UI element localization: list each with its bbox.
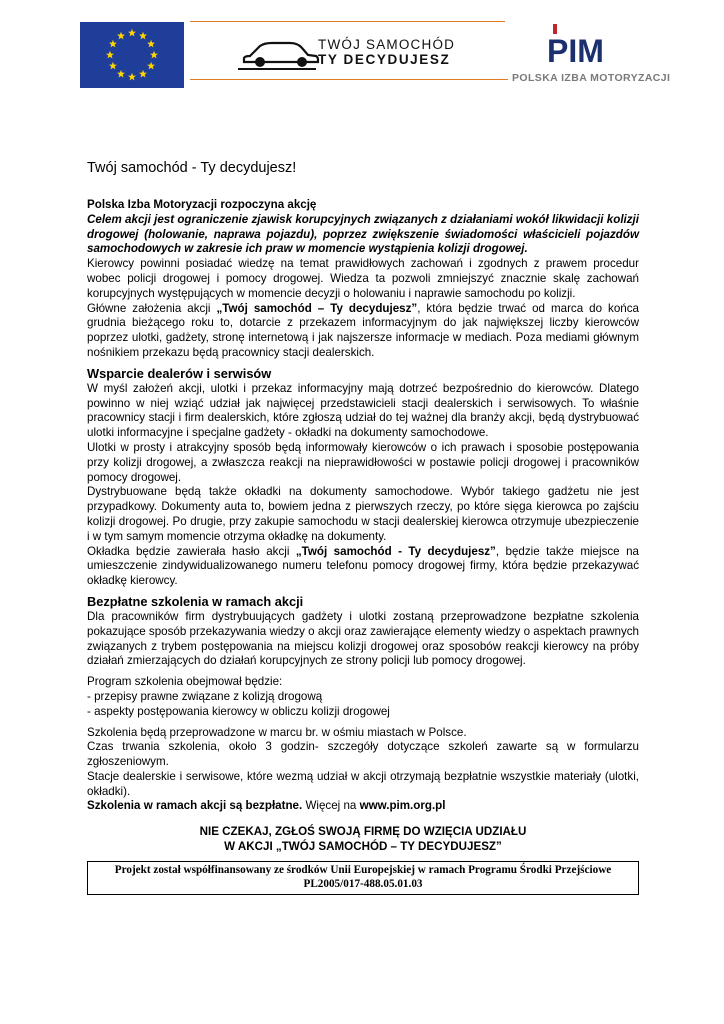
intro-paragraph-1: Kierowcy powinni posiadać wiedzę na temat prawidłowych zachowań i zgodnych z prawem procedur wobec policji drogowej i pomocy drogowej. Wiedza ta pozwoli zmniejszyć znacznie skalę zachowań korupcyjnych występujących w momencie decyzji o holowaniu i naprawie samochodu po kolizji. [87,257,639,300]
campaign-name: „Twój samochód - Ty decydujesz” [295,544,496,558]
eu-star-icon [106,51,114,59]
dealers-paragraph-4 [87,545,639,589]
eu-star-icon [147,40,155,48]
funding-line-2: PL2005/017-488.05.01.03 [303,877,423,890]
program-intro: Program szkolenia obejmował będzie: [87,675,283,689]
eu-star-icon [139,32,147,40]
dealers-paragraph-1: W myśl założeń akcji, ulotki i przekaz informacyjny mają dotrzeć bezpośrednio do kierowców. Dlatego powinno w niej wziąć udział jak najwięcej przedstawicieli stacji dealerskich i serwisowych. To właśnie pracownicy stacji i firm dealerskich, które zgłoszą udział do tej ważnej dla branży akcji, będą dystrybuować ulotki informacyjne i specjalne gadżety - okładki na dokumenty samochodowe. [87,381,639,440]
training-paragraph-3: Czas trwania szkolenia, około 3 godzin- szczegóły dotyczące szkoleń zawarte są w formularzu zgłoszeniowym. [87,740,639,769]
training-paragraph-1: Dla pracowników firm dystrybuujących gadżety i ulotki zostaną przeprowadzone bezpłatne szkolenia pokazujące sposób przekazywania wiedzy o akcji oraz zawierające elementy wiedzy o aspektach prawnych związanych z trybem postępowania na miejscu kolizji drogowej oraz sposobów reakcji kierowcy na próby działań zmierzających do działań korupcyjnych ze strony policji lub pomocy drogowej. [87,609,639,668]
eu-flag-logo [80,22,184,88]
eu-star-icon [109,40,117,48]
pim-subtitle: POLSKA IZBA MOTORYZACJI [512,72,671,84]
eu-star-icon [128,73,136,81]
page-title: Twój samochód - Ty decydujesz! [87,160,297,176]
eu-star-icon [147,62,155,70]
funding-footer [87,861,639,895]
cta-line-2: W AKCJI „TWÓJ SAMOCHÓD – TY DECYDUJESZ” [224,839,502,853]
eu-star-icon [117,32,125,40]
program-item: - aspekty postępowania kierowcy w obliczu kolizji drogowej [87,704,390,718]
header-divider-top [190,21,505,22]
eu-star-icon [139,70,147,78]
text-span: Okładka będzie zawierała hasło akcji [87,544,296,558]
eu-star-icon [150,51,158,59]
text-span: , która będzie trwać od marca do końca grudnia bieżącego roku to, dotarcie z przekazem informacyjnym do jak największej liczby kierowców poprzez ulotki, gadżety, stronę internetową i jak najszersze informacje w mediach. Poza mediami głównym nośnikiem przekazu będą pracownicy stacji dealerskich. [87,301,639,359]
intro-goal: Celem akcji jest ograniczenie zjawisk korupcyjnych związanych z działaniami wokół likwidacji kolizji drogowej (holowanie, naprawa pojazdu), poprzez zwiększenie świadomości właścicieli pojazdów samochodowych w zakresie ich praw w momencie wystąpienia kolizji drogowej. [87,212,639,256]
text-span: Główne założenia akcji [87,301,217,315]
dealers-paragraph-3: Dystrybuowane będą także okładki na dokumenty samochodowe. Wybór takiego gadżetu nie jest przypadkowy. Dokumenty auta to, bowiem jedna z pierwszych rzeczy, po które sięga kierowca po zajściu kolizji drogowej. Po drugie, przy zakupie samochodu w stacji dealerskiej kierowca otrzymuje ubezpieczenie i w tym samym momencie otrzyma okładkę na dokumenty. [87,485,639,543]
website-link[interactable]: www.pim.org.pl [359,799,446,813]
text-span: , będzie także miejsce na umieszczenie zindywidualizowanego numeru telefonu pomocy drogowej firmy, która będzie przekazywać okładkę kierowcy. [87,544,639,588]
text-span: Więcej na [302,799,360,813]
campaign-name: „Twój samochód – Ty decydujesz” [216,301,418,315]
pim-logo [545,22,604,69]
intro-paragraph-2 [87,302,639,361]
section-heading-training: Bezpłatne szkolenia w ramach akcji [87,593,304,609]
document-body [87,160,639,895]
intro-lead: Polska Izba Motoryzacji rozpoczyna akcję [87,198,317,211]
eu-stars-icon [80,22,184,88]
call-to-action [87,825,639,854]
training-final-line [87,799,639,814]
program-item: - przepisy prawne związane z kolizją drogową [87,689,323,703]
cta-line-1: NIE CZEKAJ, ZGŁOŚ SWOJĄ FIRMĘ DO WZIĘCIA UDZIAŁU [199,825,527,839]
campaign-logo-line2: TY DECYDUJESZ [318,52,451,67]
free-training-note: Szkolenia w ramach akcji są bezpłatne. [87,799,303,813]
funding-line-1: Projekt został współfinansowany ze środków Unii Europejskiej w ramach Programu Środki Przejściowe [114,864,612,877]
header-divider-bottom [190,79,508,80]
eu-star-icon [117,70,125,78]
campaign-logo-line1: TWÓJ SAMOCHÓD [318,37,456,52]
eu-star-icon [128,29,136,37]
pim-brand-text: PIM [547,33,604,69]
dealers-paragraph-2: Ulotki w prosty i atrakcyjny sposób będą informowały kierowców o ich prawach i sposobie postępowania przy kolizji drogowej, a zwłaszcza reakcji na nieprawidłowości w postawie policji drogowej i pracowników pomocy drogowej. [87,440,639,484]
training-paragraph-4: Stacje dealerskie i serwisowe, które wezmą udział w akcji otrzymają bezpłatnie wszystkie materiały (ulotki, okładki). [87,769,639,798]
training-paragraph-2: Szkolenia będą przeprowadzone w marcu br. w ośmiu miastach w Polsce. [87,725,467,739]
eu-star-icon [109,62,117,70]
section-heading-dealers: Wsparcie dealerów i serwisów [87,365,272,381]
